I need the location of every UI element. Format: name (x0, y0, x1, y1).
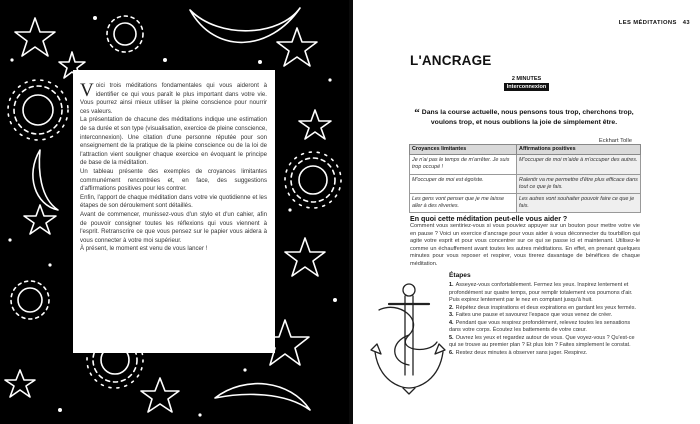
type-tag: Interconnexion (504, 83, 549, 91)
table-header-limiting: Croyances limitantes (410, 145, 517, 155)
table-row (410, 194, 641, 213)
sun-icon (11, 281, 49, 319)
intro-paragraph-3: Un tableau présente des exemples de croyances limitantes communément rencontrées et, en face, des suggestions d'affirmations positives pour les contrer. (80, 167, 267, 193)
left-page (0, 0, 349, 424)
intro-paragraph-4: Enfin, l'apport de chaque méditation dans votre vie quotidienne et les étapes de son déroulement sont détaillés. (80, 193, 267, 210)
section-text: Comment vous sentiriez-vous si vous pouviez appuyer sur un bouton pour mettre votre vie en pause ? Voici un exercice d'ancrage pour vous aider à vous déconnecter du tourbillon qui agite votre esprit et pour vous concentrer sur ce qui se passe ici et maintenant. Utilisez-le comme un échauffement avant toutes les autres méditations. En effet, en prenant quelques minutes pour vous reposer et respirer, vous tirerez davantage de bénéfices de chaque méditation. (410, 223, 640, 267)
table-cell: M'occuper de moi est égoïste. (410, 174, 517, 193)
beliefs-table (409, 144, 641, 213)
table-cell: Les gens vont penser que je me laisse aller à des rêveries. (410, 194, 517, 213)
table-row (410, 174, 641, 193)
table-cell: Ralentir va me permettre d'être plus efficace dans tout ce que je fais. (517, 174, 641, 193)
star-icon (15, 18, 55, 56)
steps-list (449, 282, 641, 357)
quote-mark-icon: “ (414, 107, 420, 119)
crescent-moon-icon (190, 8, 300, 42)
star-icon (5, 370, 35, 397)
table-cell: Je n'ai pas le temps de m'arrêter. Je suis trop occupé ! (410, 155, 517, 174)
page-title: L'ANCRAGE (410, 53, 492, 68)
star-icon (299, 110, 331, 139)
quote-text: Dans la course actuelle, nous pensons tous trop, cherchons trop, voulons trop, et nous oublions la joie de simplement être. (421, 109, 634, 126)
table-row (410, 155, 641, 174)
drop-cap: V (80, 80, 94, 101)
crescent-moon-icon (33, 150, 58, 210)
intro-paragraph-5: Avant de commencer, munissez-vous d'un stylo et d'un cahier, afin de pouvoir consigner toutes les réflexions qui vous viennent à l'esprit. Retranscrire ce que vous pensez sur le papier vous aidera à vous connecter à votre moi supérieur. (80, 210, 267, 244)
crescent-moon-icon (215, 384, 310, 410)
introduction-text-box (73, 70, 275, 353)
sun-icon (107, 16, 143, 52)
section-heading: En quoi cette méditation peut-elle vous aider ? (410, 215, 568, 223)
star-icon (24, 205, 56, 234)
star-icon (277, 28, 317, 66)
star-icon (285, 238, 325, 276)
star-icon (141, 378, 179, 412)
list-item: 3. Faites une pause et savourez l'espace que vous venez de créer. (449, 312, 613, 318)
running-head-title: LES MÉDITATIONS (618, 20, 677, 26)
quote (413, 108, 635, 127)
intro-paragraph-1: oici trois méditations fondamentales qui vous aideront à identifier ce qui vous paraît le plus important dans votre vie. Vous pourrez ainsi mieux utiliser la pleine conscience pour nourrir ces valeurs. (80, 82, 267, 115)
intro-paragraph-6: À présent, le moment est venu de vous lancer ! (80, 245, 208, 253)
duration-label: 2 MINUTES (511, 76, 542, 82)
quote-author: Eckhart Tolle (598, 138, 632, 144)
duration-block (353, 76, 700, 91)
table-header-positive: Affirmations positives (517, 145, 641, 155)
table-cell: Les autres vont souhaiter pouvoir faire ce que je fais. (517, 194, 641, 213)
table-cell: M'occuper de moi m'aide à m'occuper des autres. (517, 155, 641, 174)
table-header-row (410, 145, 641, 155)
steps-heading: Étapes (449, 272, 471, 279)
list-item: 5. Ouvrez les yeux et regardez autour de vous. Que voyez-vous ? Qu'est-ce qui se trouve au premier plan ? Et plus loin ? Faites simplement le constat. (449, 334, 635, 348)
list-item: 1. Asseyez-vous confortablement. Fermez les yeux. Inspirez lentement et profondément sur quatre temps, pour remplir totalement vos poumons d'air. Puis expirez lentement par le nez en comptant jusqu'à huit. (449, 282, 633, 303)
sun-icon (285, 152, 341, 208)
page-number: 43 (682, 20, 690, 26)
list-item: 2. Répétez deux inspirations et deux expirations en gardant les yeux fermés. (449, 304, 636, 311)
anchor-icon (369, 280, 447, 395)
list-item: 6. Restez deux minutes à observer sans juger. Respirez. (449, 349, 588, 356)
right-page (353, 0, 700, 424)
running-head (619, 20, 690, 26)
intro-paragraph-2: La présentation de chacune des méditations indique une estimation de sa durée et son type (visualisation, exercice de pleine conscience, interconnexion). Une citation d'une personne réputée pour son enseignement de la pratique de la pleine conscience ou de la loi de l'attraction vient souligner chaque exercice en évoquant le principe de base de la méditation. (80, 116, 267, 167)
sun-icon (8, 80, 68, 140)
list-item: 4. Pendant que vous respirez profondément, relevez toutes les sensations dans votre corps. Écoutez les battements de votre cœur. (449, 319, 631, 333)
